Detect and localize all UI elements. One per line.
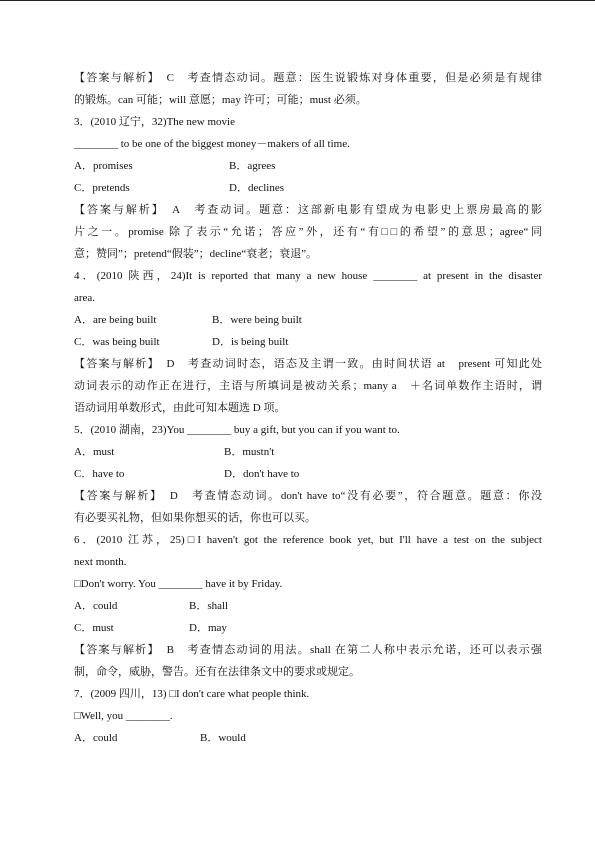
text-line: 4．(2010 陕西，24)It is reported that many a new house ________ at present in the disaster bbox=[74, 270, 542, 282]
option: D．don't have to bbox=[224, 468, 300, 480]
option: D．declines bbox=[229, 182, 284, 194]
options-row bbox=[74, 617, 542, 639]
options-row bbox=[74, 595, 542, 617]
option: C．must bbox=[74, 622, 114, 634]
options-row bbox=[74, 727, 542, 749]
text-line: 语动词用单数形式，由此可知本题选 D 项。 bbox=[74, 402, 286, 414]
option: C．pretends bbox=[74, 182, 130, 194]
option: D．is being built bbox=[212, 336, 289, 348]
text-line: 意；赞同”；pretend“假装”；decline“衰老；衰退”。 bbox=[74, 248, 318, 260]
text-line: area. bbox=[74, 292, 96, 304]
options-row bbox=[74, 309, 542, 331]
text-line: □Don't worry. You ________ have it by Friday. bbox=[74, 578, 283, 590]
text-line: ________ to be one of the biggest money－makers of all time. bbox=[74, 138, 350, 150]
text-line: 片之一。promise 除了表示“允诺；答应”外，还有“有□□的希望”的意思；agree“同 bbox=[74, 226, 542, 238]
options-row bbox=[74, 441, 542, 463]
option: B．would bbox=[200, 732, 246, 744]
text-line: 【答案与解析】 D 考查情态动词。don't have to“没有必要”，符合题意。题意：你没 bbox=[74, 490, 542, 502]
header-rule bbox=[0, 0, 595, 1]
text-line: next month. bbox=[74, 556, 127, 568]
options-row bbox=[74, 177, 542, 199]
option: C．have to bbox=[74, 468, 125, 480]
option: B．were being built bbox=[212, 314, 302, 326]
text-line: 7．(2009 四川，13) □I don't care what people think. bbox=[74, 688, 310, 700]
option: B．shall bbox=[189, 600, 229, 612]
options-row bbox=[74, 463, 542, 485]
text-line: 3．(2010 辽宁，32)The new movie bbox=[74, 116, 235, 128]
option: B．agrees bbox=[229, 160, 276, 172]
option: A．must bbox=[74, 446, 115, 458]
text-line: 【答案与解析】 B 考查情态动词的用法。shall 在第二人称中表示允诺，还可以表示强 bbox=[74, 644, 542, 656]
document-body bbox=[74, 67, 542, 749]
text-line: 的锻炼。can 可能；will 意愿；may 许可；可能；must 必须。 bbox=[74, 94, 367, 106]
options-row bbox=[74, 155, 542, 177]
text-line: 5．(2010 湖南，23)You ________ buy a gift, but you can if you want to. bbox=[74, 424, 400, 436]
text-line: 制，命令，威胁，警告。还有在法律条文中的要求或规定。 bbox=[74, 666, 360, 678]
text-line: 【答案与解析】 D 考查动词时态，语态及主谓一致。由时间状语 at present 可知此处 bbox=[74, 358, 542, 370]
text-line: 有必要买礼物，但如果你想买的话，你也可以买。 bbox=[74, 512, 316, 524]
option: C．was being built bbox=[74, 336, 160, 348]
option: D．may bbox=[189, 622, 227, 634]
options-row bbox=[74, 331, 542, 353]
option: A．promises bbox=[74, 160, 133, 172]
option: B．mustn't bbox=[224, 446, 275, 458]
text-line: 6．(2010 江苏，25)□I haven't got the reference book yet, but I'll have a test on the subject bbox=[74, 534, 542, 546]
text-line: □Well, you ________. bbox=[74, 710, 173, 722]
text-line: 【答案与解析】 A 考查动词。题意：这部新电影有望成为电影史上票房最高的影 bbox=[74, 204, 542, 216]
text-line: 动词表示的动作正在进行，主语与所填词是被动关系；many a ＋名词单数作主语时，谓 bbox=[74, 380, 542, 392]
text-line: 【答案与解析】 C 考查情态动词。题意：医生说锻炼对身体重要，但是必须是有规律 bbox=[74, 72, 542, 84]
option: A．are being built bbox=[74, 314, 157, 326]
option: A．could bbox=[74, 600, 118, 612]
option: A．could bbox=[74, 732, 118, 744]
